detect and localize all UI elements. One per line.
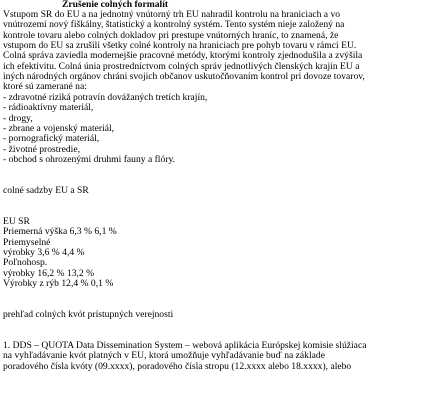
section-heading: colné sadzby EU a SR — [3, 185, 89, 196]
paragraph-line: Colná správa zaviedla modernejšie pracovné metódy, ktorými kontroly zjednodušila a zvýšila — [3, 50, 363, 61]
paragraph-line: kontrole tovaru alebo colných dokladov pri prestupe vnútorných hraníc, to znamená, že — [3, 30, 339, 41]
list-item: - drogy, — [3, 113, 33, 124]
paragraph-line: 1. DDS – QUOTA Data Dissemination System – webová aplikácia Európskej komisie slúžiaca — [3, 340, 367, 351]
paragraph-line: ich efektivitu. Colná únia prostredníctvom colných správ jednotlivých členských krajín EU a — [3, 61, 360, 72]
table-row: EU SR — [3, 216, 30, 227]
paragraph-line: poradového čísla kvóty (09.xxxx), poradového čísla stropu (12.xxxx alebo 18.xxxx), alebo — [3, 361, 352, 372]
list-item: - životné prostredie, — [3, 144, 80, 155]
table-row: Poľnohosp. — [3, 257, 48, 268]
table-row: Priemerná výška 6,3 % 6,1 % — [3, 226, 117, 237]
document-heading: Zrušenie colných formalít — [62, 0, 169, 10]
list-item: - pornografický materiál, — [3, 133, 100, 144]
paragraph-line: ktoré sú zamerané na: — [3, 81, 87, 92]
paragraph-line: vnútrozemí nový fiškálny, štatistický a kontrolný systém. Tento systém nieje založený na — [3, 19, 345, 30]
paragraph-line: Vstupom SR do EU a na jednotný vnútorný trh EU nahradil kontrolu na hraniciach a vo — [3, 9, 341, 20]
paragraph-line: vstupom do EU sa zrušili všetky colné kontroly na hraniciach pre pohyb tovaru v rámci EU. — [3, 40, 357, 51]
paragraph-line: na vyhľadávanie kvót platných v EU, ktorá umožňuje vyhľadávanie buď na základe — [3, 350, 325, 361]
table-row: výrobky 16,2 % 13,2 % — [3, 268, 95, 279]
table-row: Výrobky z rýb 12,4 % 0,1 % — [3, 278, 114, 289]
list-item: - zdravotné riziká potravín dovážaných tretích krajín, — [3, 92, 208, 103]
paragraph-line: iných národných orgánov chráni svojich občanov uskutočňovaním kontrol pri dovoze tovarov, — [3, 71, 365, 82]
table-row: výrobky 3,6 % 4,4 % — [3, 247, 85, 258]
list-item: - obchod s ohrozenými druhmi fauny a flóry. — [3, 154, 176, 165]
list-item: - zbrane a vojenský materiál, — [3, 123, 115, 134]
table-row: Priemyselné — [3, 237, 51, 248]
list-item: - rádioaktívny materiál, — [3, 102, 94, 113]
section-heading: prehľad colných kvót prístupných verejnosti — [3, 309, 174, 320]
